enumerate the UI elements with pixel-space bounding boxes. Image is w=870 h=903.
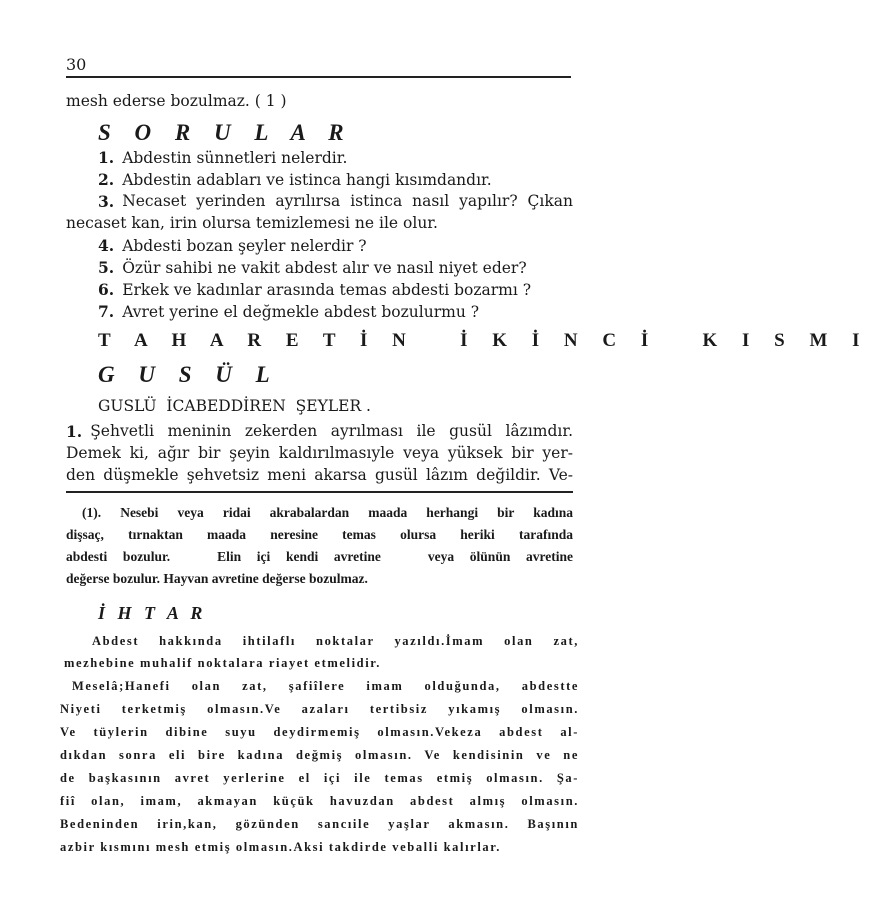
question-number: 5. — [98, 258, 115, 277]
ihtar-line-8: fiî olan, imam, akmayan küçük havuzdan abdest almış olmasın. — [60, 794, 579, 808]
question-text: Abdesti bozan şeyler nelerdir ? — [122, 237, 367, 255]
body-line-3: den düşmekle şehvetsiz meni akarsa gusül lâzım değildir. Ve- — [66, 466, 573, 484]
ihtar-line-2: mezhebine muhalif noktalara riayet etmelidir. — [64, 656, 381, 670]
footnote-line-2: dişsaç, tırnaktan maada neresine temas olursa heriki tarafında — [66, 527, 573, 542]
question-1 — [98, 148, 347, 167]
footnote-rule — [66, 491, 573, 493]
question-number: 1. — [98, 148, 115, 167]
ihtar-line-4: Niyeti terketmiş olmasın.Ve azaları tertibsiz yıkamış olmasın. — [60, 702, 579, 716]
body-line-2: Demek ki, ağır bir şeyin kaldırılmasıyle veya yüksek bir yer- — [66, 444, 573, 462]
question-text: Erkek ve kadınlar arasında temas abdesti bozarmı ? — [122, 281, 532, 299]
intro-line: mesh ederse bozulmaz. ( 1 ) — [66, 92, 287, 110]
page-number: 30 — [66, 55, 87, 74]
ihtar-line-9: Bedeninden irin,kan, gözünden sancıile yaşlar akmasın. Başının — [60, 817, 579, 831]
question-6 — [98, 280, 531, 299]
question-number: 4. — [98, 236, 115, 255]
footnote-line-4: değerse bozulur. Hayvan avretine değerse bozulmaz. — [66, 571, 368, 586]
question-5 — [98, 258, 527, 277]
ihtar-line-5: Ve tüylerin dibine suyu deydirmemiş olmasın.Vekeza abdest al- — [60, 725, 579, 739]
question-text: Necaset yerinden ayrılırsa istinca nasıl yapılır? Çıkan — [122, 192, 573, 210]
question-number: 7. — [98, 302, 115, 321]
question-number: 2. — [98, 170, 115, 189]
question-text: Özür sahibi ne vakit abdest alır ve nasıl niyet eder? — [122, 259, 527, 277]
ihtar-line-3: Meselâ;Hanefi olan zat, şafiîlere imam olduğunda, abdestte — [72, 679, 579, 693]
question-2 — [98, 170, 492, 189]
question-3-continuation: necaset kan, irin olursa temizlemesi ne ile olur. — [66, 214, 438, 232]
ihtar-line-10: azbir kısmını mesh etmiş olmasın.Aksi takdirde veballi kalırlar. — [60, 840, 501, 854]
question-3 — [98, 192, 573, 211]
ihtar-line-7: de başkasının avret yerlerine el içi ile temas etmiş olmasın. Şa- — [60, 771, 579, 785]
question-7 — [98, 302, 479, 321]
sorular-heading: S O R U L A R — [98, 120, 353, 145]
ihtar-line-1: Abdest hakkında ihtilaflı noktalar yazıldı.İmam olan zat, — [92, 634, 579, 648]
ihtar-heading: İ H T A R — [98, 603, 207, 623]
body-line-1 — [66, 422, 573, 441]
question-4 — [98, 236, 367, 255]
question-text: Avret yerine el değmekle abdest bozulurmu ? — [122, 303, 480, 321]
footnote-line-3: abdesti bozulur. Elin içi kendi avretine veya ölünün avretine — [66, 549, 573, 564]
paragraph-number: 1. — [66, 422, 83, 441]
section-heading: T A H A R E T İ N İ K İ N C İ K I S M I — [98, 330, 870, 351]
question-text: Abdestin sünnetleri nelerdir. — [122, 149, 348, 167]
gusul-subtitle: GUSLÜ İCABEDDİREN ŞEYLER . — [98, 397, 371, 415]
gusul-heading: G U S Ü L — [98, 362, 279, 387]
question-number: 6. — [98, 280, 115, 299]
question-number: 3. — [98, 192, 115, 211]
body-text: Şehvetli meninin zekerden ayrılması ile gusül lâzımdır. — [90, 422, 573, 440]
question-text: Abdestin adabları ve istinca hangi kısımdandır. — [122, 171, 492, 189]
header-rule — [66, 76, 571, 78]
footnote-line-1: (1). Nesebi veya ridai akrabalardan maada herhangi bir kadına — [82, 505, 573, 520]
ihtar-line-6: dıkdan sonra eli bire kadına değmiş olmasın. Ve kendisinin ve ne — [60, 748, 579, 762]
